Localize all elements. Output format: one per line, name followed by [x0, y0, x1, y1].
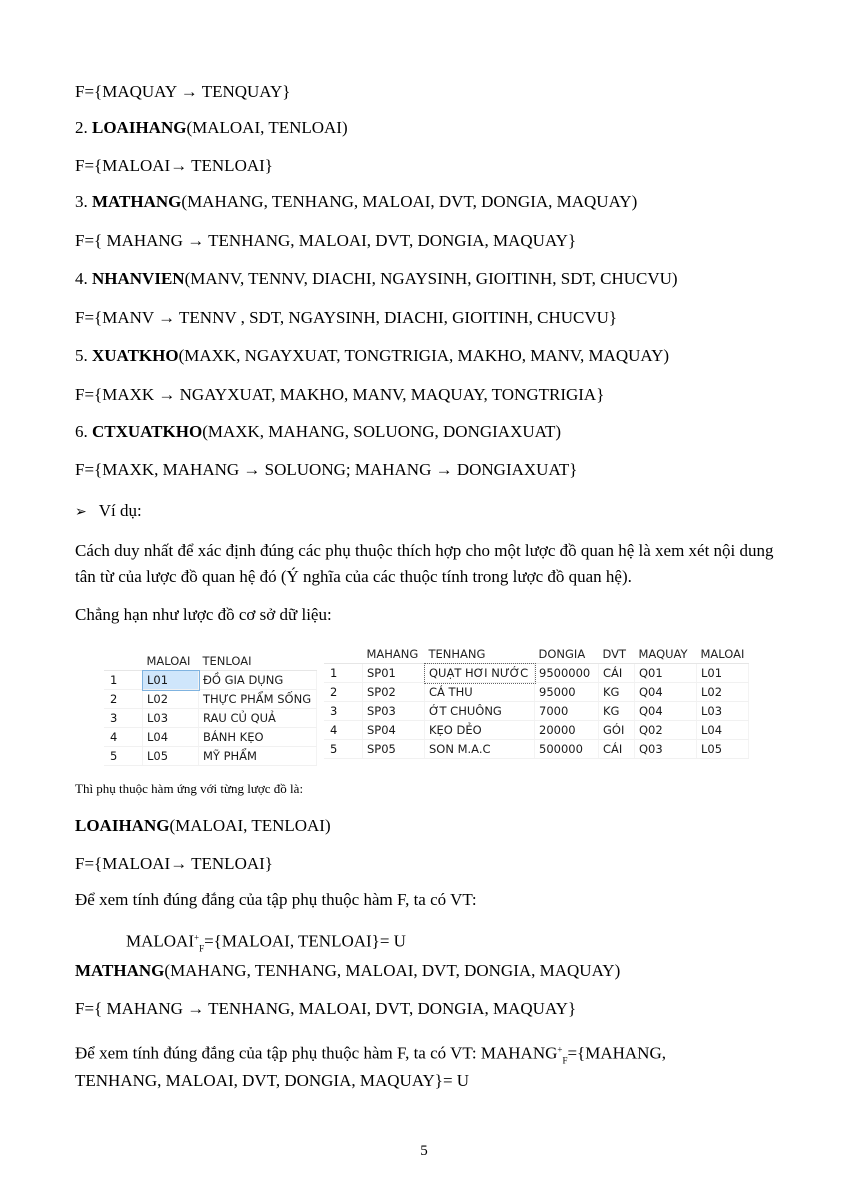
- schema-xuatkho: 5. XUATKHO(MAXK, NGAYXUAT, TONGTRIGIA, MAKHO, MANV, MAQUAY): [75, 346, 670, 365]
- row-number: 2: [104, 690, 143, 709]
- table-cell[interactable]: SP01: [363, 664, 425, 683]
- table-row[interactable]: [324, 683, 749, 702]
- page-number: 5: [420, 1143, 428, 1159]
- table-cell[interactable]: L02: [697, 683, 749, 702]
- table-cell[interactable]: L05: [697, 740, 749, 759]
- table-cell[interactable]: Q04: [635, 702, 697, 721]
- table-row[interactable]: [104, 671, 317, 690]
- table-cell[interactable]: THỰC PHẨM SỐNG: [199, 690, 317, 709]
- fd-maquay: F={MAQUAY → TENQUAY}: [75, 82, 291, 101]
- schema-mathang-example: MATHANG(MAHANG, TENHANG, MALOAI, DVT, DONGIA, MAQUAY): [75, 961, 621, 980]
- table-row[interactable]: [104, 690, 317, 709]
- table-cell[interactable]: GÓI: [599, 721, 635, 740]
- table-cell[interactable]: KG: [599, 702, 635, 721]
- table-cell[interactable]: L05: [143, 747, 199, 766]
- table-cell[interactable]: 9500000: [535, 664, 599, 683]
- row-number: 2: [324, 683, 363, 702]
- row-number: 4: [104, 728, 143, 747]
- row-number: 1: [104, 671, 143, 690]
- row-number-header: [104, 652, 143, 671]
- table-row[interactable]: [324, 664, 749, 683]
- fd-mathang: F={ MAHANG → TENHANG, MALOAI, DVT, DONGIA, MAQUAY}: [75, 231, 577, 250]
- table-row[interactable]: [324, 740, 749, 759]
- table-cell[interactable]: L03: [697, 702, 749, 721]
- schema-ctxuatkho: 6. CTXUATKHO(MAXK, MAHANG, SOLUONG, DONGIAXUAT): [75, 422, 562, 441]
- table-cell[interactable]: SP04: [363, 721, 425, 740]
- table-cell[interactable]: L04: [697, 721, 749, 740]
- table-cell[interactable]: Q04: [635, 683, 697, 702]
- table-cell[interactable]: RAU CỦ QUẢ: [199, 709, 317, 728]
- table-cell[interactable]: CÁ THU: [425, 683, 535, 702]
- arrow-bullet-icon: ➢: [75, 504, 87, 520]
- table-cell[interactable]: SON M.A.C: [425, 740, 535, 759]
- closure-intro-2: Để xem tính đúng đắng của tập phụ thuộc hàm F, ta có VT: $MAHANG^+_F=\{MAHANG$,: [75, 1043, 666, 1066]
- fd-ctxuatkho: F={MAXK, MAHANG → SOLUONG; MAHANG → DONGIAXUAT}: [75, 460, 578, 479]
- column-header: MAHANG: [363, 645, 425, 664]
- fd-loaihang: F={MALOAI→ TENLOAI}: [75, 156, 273, 175]
- mathang-grid: [324, 645, 749, 759]
- table-row[interactable]: [104, 747, 317, 766]
- column-header: DONGIA: [535, 645, 599, 664]
- row-number: 5: [324, 740, 363, 759]
- row-number: 5: [104, 747, 143, 766]
- fd-mathang-example: F={ MAHANG → TENHANG, MALOAI, DVT, DONGIA, MAQUAY}: [75, 999, 577, 1018]
- paragraph-explanation: Cách duy nhất để xác định đúng các phụ thuộc thích hợp cho một lược đồ quan hệ là xem xét nội dung tân từ của lược đồ quan hệ đó (Ý nghĩa của các thuộc tính trong lược đồ quan hệ).: [75, 541, 774, 586]
- table-cell[interactable]: SP03: [363, 702, 425, 721]
- table-cell[interactable]: BÁNH KẸO: [199, 728, 317, 747]
- table-cell[interactable]: L04: [143, 728, 199, 747]
- closure-mahang-continued: TENHANG, MALOAI, DVT, DONGIA, MAQUAY}= U: [75, 1071, 470, 1090]
- table-cell[interactable]: L02: [143, 690, 199, 709]
- fd-loaihang-example: F={MALOAI→ TENLOAI}: [75, 854, 273, 873]
- table-cell[interactable]: CÁI: [599, 740, 635, 759]
- table-cell[interactable]: L01: [697, 664, 749, 683]
- column-header: MALOAI: [697, 645, 749, 664]
- row-number: 1: [324, 664, 363, 683]
- table-cell[interactable]: L03: [143, 709, 199, 728]
- closure-intro-1: Để xem tính đúng đắng của tập phụ thuộc hàm F, ta có VT:: [75, 890, 477, 909]
- table-cell[interactable]: 20000: [535, 721, 599, 740]
- table-row[interactable]: [104, 709, 317, 728]
- loaihang-grid: [104, 652, 317, 766]
- column-header: DVT: [599, 645, 635, 664]
- table-cell[interactable]: KẸO DẺO: [425, 721, 535, 740]
- table-cell[interactable]: MỸ PHẨM: [199, 747, 317, 766]
- small-note: Thì phụ thuộc hàm ứng với từng lược đồ là:: [75, 781, 304, 796]
- table-row[interactable]: [324, 702, 749, 721]
- column-header: TENHANG: [425, 645, 535, 664]
- fd-nhanvien: F={MANV → TENNV , SDT, NGAYSINH, DIACHI, GIOITINH, CHUCVU}: [75, 308, 618, 327]
- table-cell-focused[interactable]: QUẠT HƠI NƯỚC: [425, 664, 535, 683]
- fd-xuatkho: F={MAXK → NGAYXUAT, MAKHO, MANV, MAQUAY, TONGTRIGIA}: [75, 385, 605, 404]
- table-cell[interactable]: KG: [599, 683, 635, 702]
- schema-loaihang-example: LOAIHANG(MALOAI, TENLOAI): [75, 816, 331, 835]
- row-number: 3: [324, 702, 363, 721]
- column-header: MAQUAY: [635, 645, 697, 664]
- closure-maloai: $MALOAI^+_F=\{MALOAI$, TENLOAI}= U: [126, 931, 406, 954]
- table-cell-selected[interactable]: L01: [143, 671, 199, 690]
- table-cell[interactable]: 95000: [535, 683, 599, 702]
- paragraph-example-intro: Chẳng hạn như lược đồ cơ sở dữ liệu:: [75, 605, 332, 624]
- table-cell[interactable]: SP02: [363, 683, 425, 702]
- table-cell[interactable]: SP05: [363, 740, 425, 759]
- table-cell[interactable]: CÁI: [599, 664, 635, 683]
- table-row[interactable]: [104, 728, 317, 747]
- column-header: TENLOAI: [199, 652, 317, 671]
- table-cell[interactable]: 7000: [535, 702, 599, 721]
- row-number-header: [324, 645, 363, 664]
- row-number: 4: [324, 721, 363, 740]
- table-cell[interactable]: Q02: [635, 721, 697, 740]
- table-cell[interactable]: Q03: [635, 740, 697, 759]
- column-header: MALOAI: [143, 652, 199, 671]
- row-number: 3: [104, 709, 143, 728]
- table-cell[interactable]: ỚT CHUÔNG: [425, 702, 535, 721]
- example-bullet: ➢ Ví dụ:: [75, 501, 142, 520]
- schema-mathang: 3. MATHANG(MAHANG, TENHANG, MALOAI, DVT, DONGIA, MAQUAY): [75, 192, 638, 211]
- table-cell[interactable]: Q01: [635, 664, 697, 683]
- table-cell[interactable]: ĐỒ GIA DỤNG: [199, 671, 317, 690]
- schema-nhanvien: 4. NHANVIEN(MANV, TENNV, DIACHI, NGAYSINH, GIOITINH, SDT, CHUCVU): [75, 269, 678, 288]
- schema-loaihang: 2. LOAIHANG(MALOAI, TENLOAI): [75, 118, 348, 137]
- table-cell[interactable]: 500000: [535, 740, 599, 759]
- table-row[interactable]: [324, 721, 749, 740]
